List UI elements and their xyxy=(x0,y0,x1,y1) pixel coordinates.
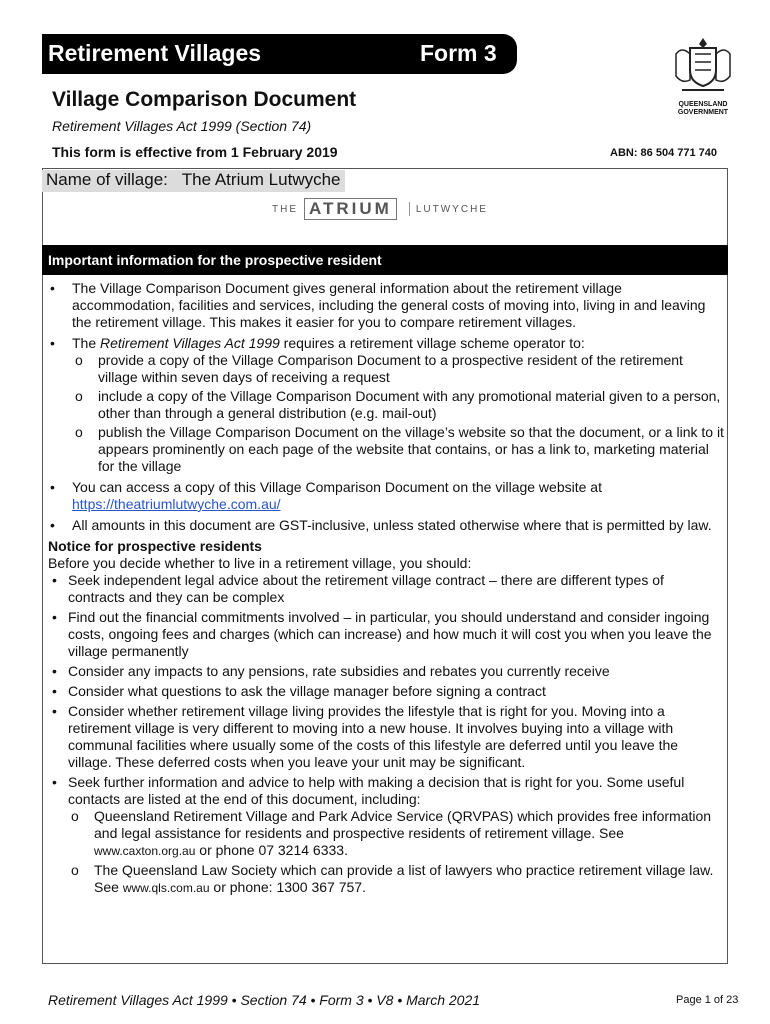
list-item xyxy=(48,280,724,331)
logo-main: ATRIUM xyxy=(304,198,397,220)
main-content xyxy=(48,280,724,900)
sub-list-item: o include a copy of the Village Comparison Document with any promotional material given to a person, other than through a general distribution (e.g. mail-out) xyxy=(72,388,724,422)
abn-number: ABN: 86 504 771 740 xyxy=(610,147,718,159)
village-name-value: The Atrium Lutwyche xyxy=(181,170,341,189)
operator-requirements xyxy=(72,352,724,475)
contact-text: Queensland Retirement Village and Park Advice Service (QRVPAS) which provides free information and legal assistance for residents and prospective residents of retirement village. See xyxy=(94,808,712,841)
list-item: • Find out the financial commitments involved – in particular, you should understand and consider ingoing costs, ongoing fees and charges (which can increase) and how much it will cost you when you leave the village permanently xyxy=(48,609,724,660)
gov-line2: GOVERNMENT xyxy=(677,109,729,116)
list-item-text: You can access a copy of this Village Comparison Document on the village website at xyxy=(72,479,602,495)
coat-of-arms-icon xyxy=(668,34,738,96)
queensland-government-logo xyxy=(668,34,738,120)
list-item xyxy=(48,335,724,475)
notice-list xyxy=(48,572,724,897)
useful-contacts xyxy=(68,808,724,897)
footer-text: Retirement Villages Act 1999 • Section 74 • Form 3 • V8 • March 2021 xyxy=(48,992,481,1008)
contact-phone: or phone 07 3214 6333. xyxy=(195,842,348,858)
list-item xyxy=(48,774,724,897)
list-item xyxy=(48,479,724,513)
contact-qls xyxy=(68,862,724,897)
list-item: • Consider what questions to ask the village manager before signing a contract xyxy=(48,683,724,700)
page-number: Page 1 of 23 xyxy=(676,994,739,1006)
sub-list-item: o provide a copy of the Village Comparison Document to a prospective resident of the retirement village within seven days of receiving a request xyxy=(72,352,724,386)
important-list xyxy=(48,280,724,534)
logo-prefix: THE xyxy=(272,203,298,215)
list-item: • Seek independent legal advice about the retirement village contract – there are different types of contracts and they can be complex xyxy=(48,572,724,606)
village-name-label: Name of village: xyxy=(46,170,168,189)
notice-heading: Notice for prospective residents xyxy=(48,538,262,554)
act-reference: Retirement Villages Act 1999 (Section 74) xyxy=(52,118,312,134)
effective-date: This form is effective from 1 February 2019 xyxy=(52,144,338,160)
banner-form-number: Form 3 xyxy=(420,40,497,66)
village-website-link[interactable]: https://theatriumlutwyche.com.au/ xyxy=(72,496,281,512)
banner-title: Retirement Villages xyxy=(48,40,262,66)
contact-qrvpas xyxy=(68,808,724,860)
list-item-text: The xyxy=(72,335,101,351)
list-item-text: Seek further information and advice to help with making a decision that is right for you. Some useful contacts are listed at the end of this document, including: xyxy=(68,774,685,807)
form-banner xyxy=(42,34,517,74)
contact-text: The Queensland Law Society which can provide a list of lawyers who practice retirement village law. See xyxy=(94,862,714,895)
village-name-field xyxy=(42,170,345,192)
list-item-text: requires a retirement village scheme operator to: xyxy=(279,335,585,351)
gov-line1: QUEENSLAND xyxy=(678,101,728,108)
list-item xyxy=(48,517,724,534)
list-item-text: The Village Comparison Document gives general information about the retirement village accommodation, facilities and services, including the general costs of moving into, living in and leaving the retirement village. This makes it easier for you to compare retirement villages. xyxy=(72,280,706,330)
contact-website: www.qls.com.au xyxy=(122,881,210,895)
logo-divider xyxy=(409,202,410,216)
village-logo xyxy=(272,198,488,220)
list-item: • Consider any impacts to any pensions, rate subsidies and rebates you currently receive xyxy=(48,663,724,680)
contact-phone: or phone: 1300 367 757. xyxy=(209,879,366,895)
sub-list-item: o publish the Village Comparison Document on the village’s website so that the document, or a link to it appears prominently on each page of the website that contains, or has a link to, marketing material for the village xyxy=(72,424,724,475)
notice-intro: Before you decide whether to live in a retirement village, you should: xyxy=(48,555,472,571)
document-title: Village Comparison Document xyxy=(52,88,357,111)
list-item: • Consider whether retirement village living provides the lifestyle that is right for you. Moving into a retirement village is very different to moving into a new house. It involves buying into a village with communal facilities where usually some of the costs of this lifestyle are deferred until you leave the village. These deferred costs when you leave your unit may be significant. xyxy=(48,703,724,771)
list-item-text: All amounts in this document are GST-inclusive, unless stated otherwise where that is permitted by law. xyxy=(72,517,712,533)
important-info-heading: Important information for the prospective resident xyxy=(42,245,728,275)
act-name: Retirement Villages Act 1999 xyxy=(100,335,280,351)
contact-website: www.caxton.org.au xyxy=(94,844,196,858)
logo-suffix: LUTWYCHE xyxy=(415,203,488,215)
